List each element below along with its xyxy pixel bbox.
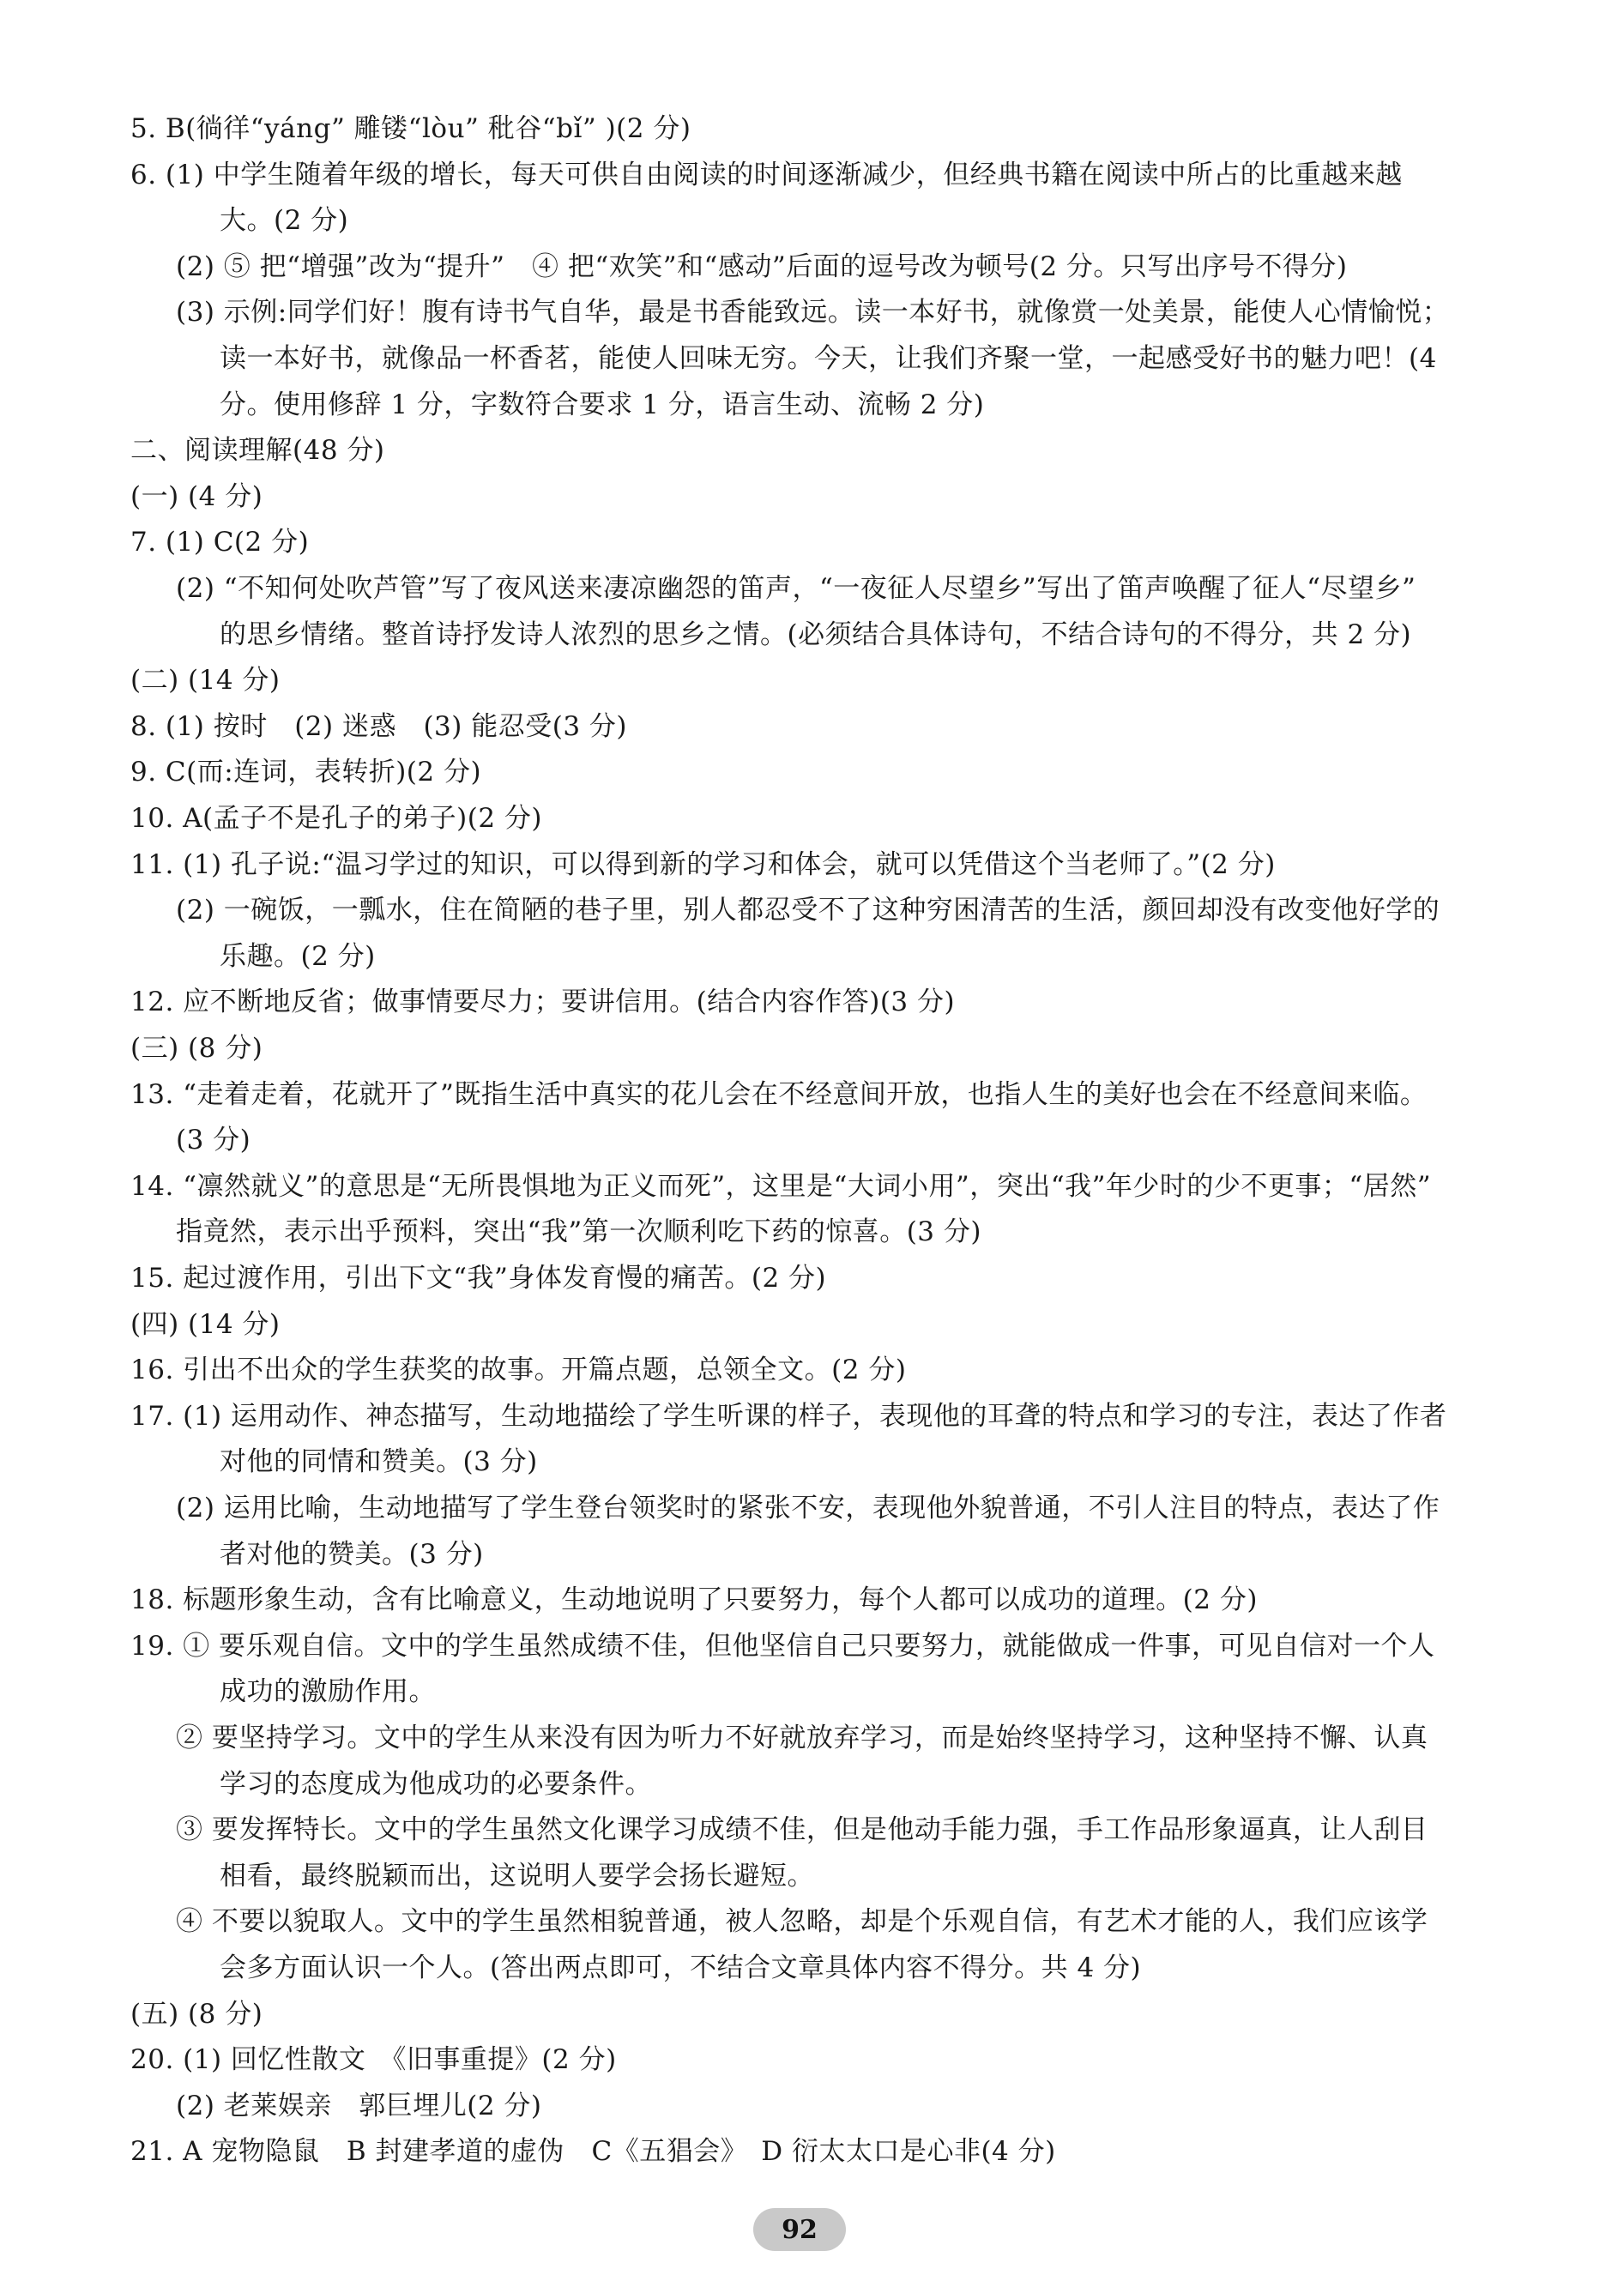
answer-line: 对他的同情和赞美。(3 分) [220,1446,538,1478]
answer-line: 5. B(徜徉“yáng” 雕镂“lòu” 秕谷“bǐ” )(2 分) [130,113,691,144]
answer-line: (二) (14 分) [130,665,281,697]
answer-line: 10. A(孟子不是孔子的弟子)(2 分) [130,803,542,834]
answer-line: 大。(2 分) [220,205,349,237]
answer-line: 者对他的赞美。(3 分) [220,1538,484,1570]
answer-line: 学习的态度成为他成功的必要条件。 [220,1768,652,1800]
answer-line: 17. (1) 运用动作、神态描写，生动地描绘了学生听课的样子，表现他的耳聋的特点和学习的专注，表达了作者 [130,1400,1447,1432]
answer-line: 15. 起过渡作用，引出下文“我”身体发育慢的痛苦。(2 分) [130,1263,827,1294]
answer-line: 13. “走着走着，花就开了”既指生活中真实的花儿会在不经意间开放，也指人生的美好也会在不经意间来临。 [130,1078,1428,1110]
answer-line: 9. C(而:连词，表转折)(2 分) [130,757,482,788]
answer-line: 18. 标题形象生动，含有比喻意义，生动地说明了只要努力，每个人都可以成功的道理。(2 分) [130,1584,1258,1616]
answer-line: 读一本好书，就像品一杯香茗，能使人回味无穷。今天，让我们齐聚一堂，一起感受好书的魅力吧！(4 [220,343,1437,374]
answer-line: 分。使用修辞 1 分，字数符合要求 1 分，语言生动、流畅 2 分) [220,389,985,420]
answer-line: ③ 要发挥特长。文中的学生虽然文化课学习成绩不佳，但是他动手能力强，手工作品形象逼真，让人刮目 [176,1814,1428,1846]
answer-line: 20. (1) 回忆性散文 《旧事重提》(2 分) [130,2044,617,2076]
answer-line: ② 要坚持学习。文中的学生从来没有因为听力不好就放弃学习，而是始终坚持学习，这种坚持不懈、认真 [176,1723,1428,1753]
page-number-badge: 92 [753,2208,846,2251]
answer-line: (一) (4 分) [130,480,263,512]
answer-line: (2) 老莱娱亲 郭巨埋儿(2 分) [176,2090,542,2121]
answer-line: (四) (14 分) [130,1308,281,1340]
answer-line: (3 分) [176,1125,251,1156]
answer-line: (2) “不知何处吹芦管”写了夜风送来凄凉幽怨的笛声，“一夜征人尽望乡”写出了笛声唤醒了征人“尽望乡” [176,573,1416,604]
answer-line: 二、阅读理解(48 分) [130,435,385,467]
answer-line: 11. (1) 孔子说:“温习学过的知识，可以得到新的学习和体会，就可以凭借这个当老师了。”(2 分) [130,848,1276,880]
answer-line: 19. ① 要乐观自信。文中的学生虽然成绩不佳，但他坚信自己只要努力，就能做成一件事，可见自信对一个人 [130,1630,1435,1662]
answer-line: 相看，最终脱颖而出，这说明人要学会扬长避短。 [220,1860,814,1892]
answer-line: 会多方面认识一个人。(答出两点即可，不结合文章具体内容不得分。共 4 分) [220,1952,1142,1983]
answer-line: ④ 不要以貌取人。文中的学生虽然相貌普通，被人忽略，却是个乐观自信，有艺术才能的人，我们应该学 [176,1906,1428,1938]
answer-line: 的思乡情绪。整首诗抒发诗人浓烈的思乡之情。(必须结合具体诗句，不结合诗句的不得分，共 2 分) [220,619,1412,650]
answer-line: (2) 一碗饭，一瓢水，住在简陋的巷子里，别人都忍受不了这种穷困清苦的生活，颜回却没有改变他好学的 [176,895,1440,926]
answer-line: 乐趣。(2 分) [220,940,376,972]
answer-line: (2) ⑤ 把“增强”改为“提升” ④ 把“欢笑”和“感动”后面的逗号改为顿号(2 分。只写出序号不得分) [176,250,1348,282]
answer-line: 6. (1) 中学生随着年级的增长，每天可供自由阅读的时间逐渐减少，但经典书籍在阅读中所占的比重越来越 [130,159,1403,190]
answer-line: 16. 引出不出众的学生获奖的故事。开篇点题，总领全文。(2 分) [130,1355,907,1386]
answer-line: 12. 应不断地反省；做事情要尽力；要讲信用。(结合内容作答)(3 分) [130,987,956,1018]
answer-line: 8. (1) 按时 (2) 迷惑 (3) 能忍受(3 分) [130,710,627,742]
answer-line: (三) (8 分) [130,1033,263,1064]
answer-line: 7. (1) C(2 分) [130,527,310,558]
answer-line: (2) 运用比喻，生动地描写了学生登台领奖时的紧张不安，表现他外貌普通，不引人注目的特点，表达了作 [176,1493,1440,1524]
answer-line: (五) (8 分) [130,1998,263,2030]
answer-line: 指竟然，表示出乎预料，突出“我”第一次顺利吃下药的惊喜。(3 分) [176,1216,981,1248]
answer-line: 成功的激励作用。 [220,1676,436,1708]
answer-line: 21. A 宠物隐鼠 B 封建孝道的虚伪 C《五猖会》 D 衍太太口是心非(4 分) [130,2136,1056,2168]
answer-line: (3) 示例:同学们好！腹有诗书气自华，最是书香能致远。读一本好书，就像赏一处美景，能使人心情愉悦； [176,297,1450,329]
answer-line: 14. “凛然就义”的意思是“无所畏惧地为正义而死”，这里是“大词小用”，突出“我”年少时的少不更事；“居然” [130,1170,1432,1202]
